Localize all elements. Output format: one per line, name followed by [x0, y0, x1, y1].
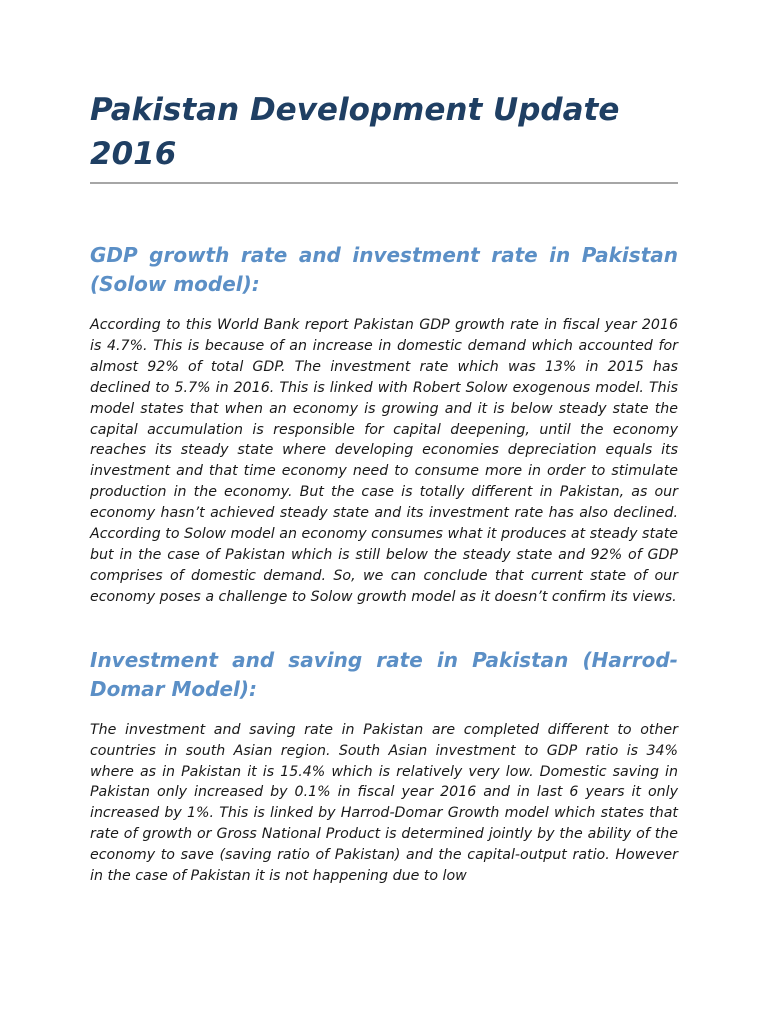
section-heading-harrod-domar: Investment and saving rate in Pakistan (Harrod-Domar Model):: [90, 647, 678, 701]
section-heading-solow: GDP growth rate and investment rate in Pakistan (Solow model):: [90, 243, 678, 296]
section-body-harrod-domar: The investment and saving rate in Pakistan are completed different to other countries in south Asian region. South Asian investment to GDP ratio is 34% where as in Pakistan it is 15.4% which is relatively very low. Domestic saving in Pakistan only increased by 0.1% in fiscal year 2016 and in last 6 years it only increased by 1%. This is linked by Harrod-Domar Growth model which states that rate of growth or Gross National Product is determined jointly by the ability of the economy to save (saving ratio of Pakistan) and the capital-output ratio. However in the case of Pakistan it is not happening due to low: [90, 721, 678, 885]
section-body-solow: According to this World Bank report Pakistan GDP growth rate in fiscal year 2016 is 4.7%. This is because of an increase in domestic demand which accounted for almost 92% of total GDP. The investment rate which was 13% in 2015 has declined to 5.7% in 2016. This is linked with Robert Solow exogenous model. This model states that when an economy is growing and it is below steady state the capital accumulation is responsible for capital deepening, until the economy reaches its steady state where developing economies depreciation equals its investment and that time economy need to consume more in order to stimulate production in the economy. But the case is totally different in Pakistan, as our economy hasn’t achieved steady state and its investment rate has also declined. According to Solow model an economy consumes what it produces at steady state but in the case of Pakistan which is still below the steady state and 92% of GDP comprises of domestic demand. So, we can conclude that current state of our economy poses a challenge to Solow growth model as it doesn’t confirm its views.: [90, 317, 678, 605]
document-title: Pakistan Development Update 2016: [90, 88, 678, 184]
document-page: [90, 88, 678, 887]
